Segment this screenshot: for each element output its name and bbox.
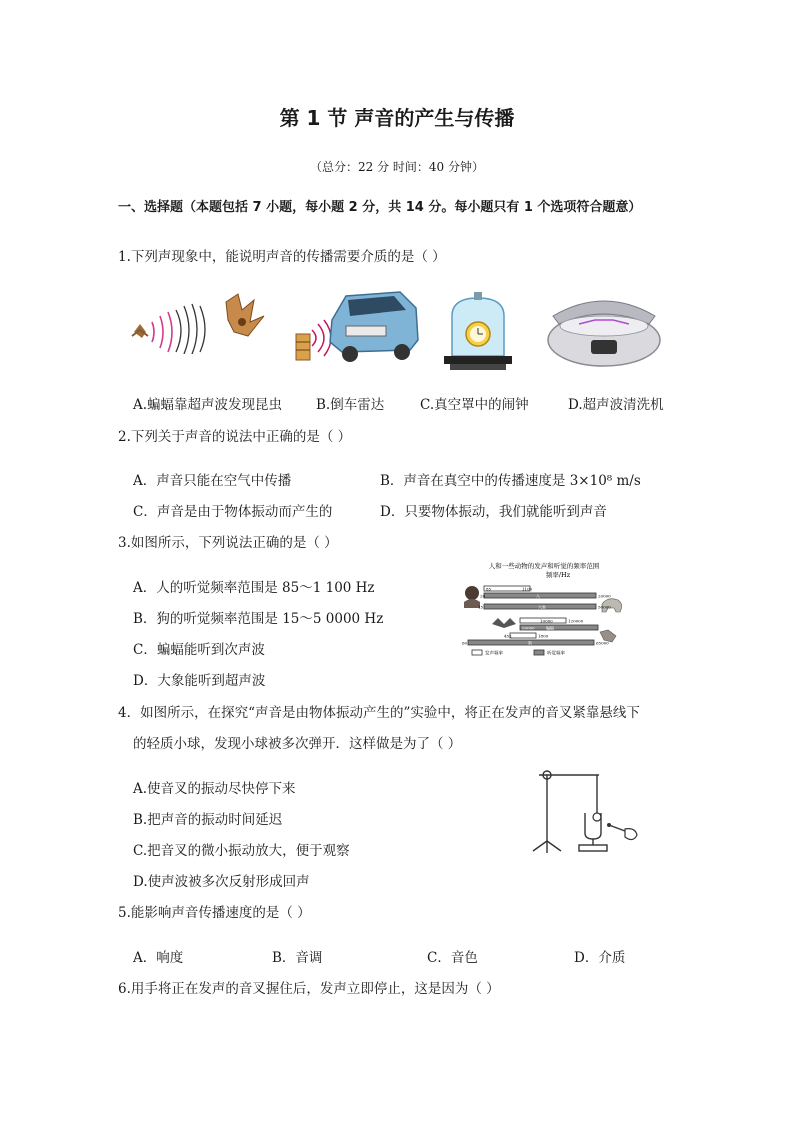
svg-text:人: 人: [536, 593, 540, 599]
tuning-fork-apparatus-picture: [525, 765, 641, 857]
question-4-stem-line1: 4．如图所示，在探究“声音是由物体振动产生的”实验中，将正在发声的音叉紧靠悬线下: [118, 705, 640, 721]
question-6-stem: 6.用手将正在发声的音叉握住后，发声立即停止，这是因为（ ）: [118, 981, 500, 997]
vacuum-bell-jar-picture: [438, 292, 518, 374]
q3-option-a: A．人的听觉频率范围是 85～1 100 Hz: [133, 580, 375, 596]
figure-title: 人和一些动物的发声和听觉的频率范围: [488, 562, 600, 570]
svg-text:15: 15: [478, 604, 484, 610]
car-reversing-radar-picture: [290, 290, 420, 364]
svg-text:85: 85: [486, 586, 492, 592]
q4-option-b: B.把声音的振动时间延迟: [133, 812, 283, 828]
question-3-stem: 3.如图所示，下列说法正确的是（ ）: [118, 535, 338, 551]
svg-text:10000: 10000: [540, 618, 553, 624]
svg-text:65000: 65000: [596, 640, 609, 646]
svg-text:蝙蝠: 蝙蝠: [546, 625, 554, 631]
q3-option-c: C．蝙蝠能听到次声波: [133, 642, 265, 658]
q1-option-c: C.真空罩中的闹钟: [420, 397, 529, 413]
q4-option-c: C.把音叉的微小振动放大，便于观察: [133, 843, 350, 859]
q1-option-d: D.超声波清洗机: [568, 397, 664, 413]
q5-option-a: A．响度: [133, 950, 184, 966]
question-2-stem: 2.下列关于声音的说法中正确的是（ ）: [118, 429, 352, 445]
page-title: 第 1 节 声音的产生与传播: [279, 106, 515, 130]
svg-text:20000: 20000: [522, 625, 535, 631]
svg-text:60: 60: [462, 640, 468, 646]
bat-icon: [492, 618, 516, 628]
q3-option-b: B．狗的听觉频率范围是 15～5 0000 Hz: [133, 611, 384, 627]
svg-text:452: 452: [504, 633, 512, 639]
q2-option-b: B．声音在真空中的传播速度是 3×10⁸ m/s: [380, 473, 641, 489]
svg-text:20: 20: [480, 593, 486, 599]
ultrasonic-cleaner-picture: [545, 290, 663, 370]
figure-unit: 频率/Hz: [545, 571, 571, 579]
legend-emit-swatch: [472, 650, 482, 655]
hand-icon: [625, 829, 637, 840]
svg-text:狗: 狗: [528, 640, 532, 646]
q2-option-c: C．声音是由于物体振动而产生的: [133, 504, 333, 520]
svg-text:1100: 1100: [522, 586, 533, 592]
exam-meta: （总分：22 分 时间：40 分钟）: [310, 160, 484, 174]
q4-option-a: A.使音叉的振动尽快停下来: [133, 781, 296, 797]
svg-text:大象: 大象: [538, 604, 546, 610]
q5-option-d: D．介质: [574, 950, 626, 966]
question-4-stem-line2: 的轻质小球，发现小球被多次弹开．这样做是为了（ ）: [133, 736, 462, 752]
q4-option-d: D.使声波被多次反射形成回声: [133, 874, 310, 890]
question-1-stem: 1.下列声现象中，能说明声音的传播需要介质的是（ ）: [118, 249, 446, 265]
question-5-stem: 5.能影响声音传播速度的是（ ）: [118, 905, 311, 921]
svg-text:1800: 1800: [538, 633, 549, 639]
q1-option-b: B.倒车雷达: [316, 397, 385, 413]
bat-ultrasound-picture: [130, 292, 268, 354]
person-icon: [465, 586, 479, 600]
legend-hear-label: 听觉频率: [547, 651, 565, 657]
q1-option-a: A.蝙蝠靠超声波发现昆虫: [133, 397, 283, 413]
section-heading: 一、选择题（本题包括 7 小题，每小题 2 分，共 14 分。每小题只有 1 个选项符合题意）: [118, 200, 642, 215]
svg-text:50000: 50000: [598, 604, 611, 610]
legend-hear-swatch: [534, 650, 544, 655]
q5-option-c: C．音色: [427, 950, 478, 966]
q5-option-b: B．音调: [272, 950, 323, 966]
svg-text:120000: 120000: [568, 618, 584, 624]
q2-option-a: A．声音只能在空气中传播: [133, 473, 292, 489]
hanging-ball-icon: [593, 813, 601, 821]
q3-option-d: D．大象能听到超声波: [133, 673, 266, 689]
frequency-range-figure: [458, 560, 630, 660]
q2-option-d: D．只要物体振动，我们就能听到声音: [380, 504, 607, 520]
svg-text:20000: 20000: [598, 593, 611, 599]
legend-emit-label: 发声频率: [485, 651, 503, 657]
